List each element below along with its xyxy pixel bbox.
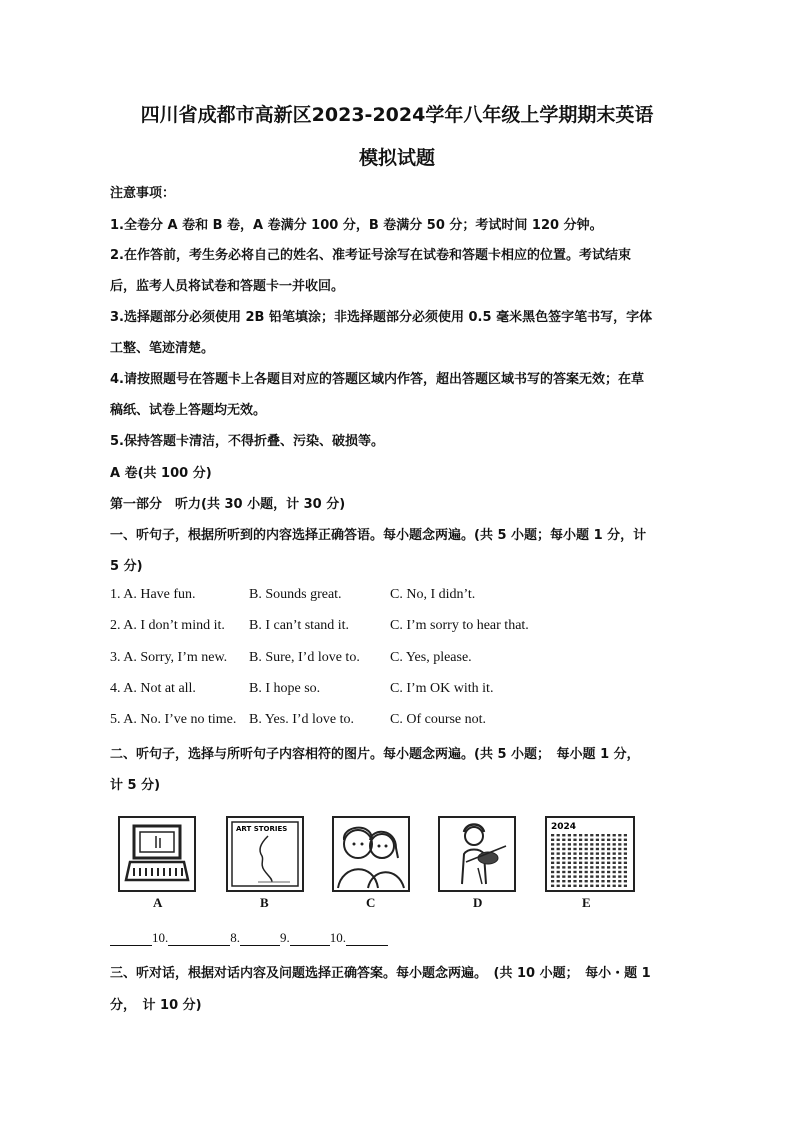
calendar-cell [557, 871, 560, 873]
calendar-cell [601, 843, 604, 845]
calendar-cell [613, 834, 616, 836]
option-c: C. Of course not. [390, 712, 487, 727]
calendar-cell [579, 848, 582, 850]
calendar-cell [601, 866, 604, 868]
calendar-cell [607, 875, 610, 877]
calendar-cell [568, 875, 571, 877]
blank-number: 9. [280, 930, 290, 945]
picture-b-book [226, 816, 304, 892]
calendar-cell [579, 885, 582, 887]
calendar-cell [624, 875, 627, 877]
picture-d-violinist [438, 816, 516, 892]
exam-title-line1: 四川省成都市高新区2023-2024学年八年级上学期期末英语 [140, 104, 654, 126]
calendar-cell [585, 848, 588, 850]
calendar-icon [547, 818, 633, 890]
calendar-cell [551, 834, 554, 836]
calendar-cell [568, 866, 571, 868]
calendar-cell [557, 852, 560, 854]
calendar-cell [613, 880, 616, 882]
option-a: 5. A. No. I’ve no time. [110, 712, 237, 727]
q1-instruction-cont: 5 分) [110, 559, 143, 574]
calendar-cell [557, 848, 560, 850]
calendar-cell [557, 880, 560, 882]
option-b: B. Yes. I’d love to. [249, 712, 355, 727]
note-item: 稿纸、试卷上答题均无效。 [110, 403, 267, 418]
calendar-cell [573, 852, 576, 854]
picture-label: A [153, 895, 163, 910]
calendar-cell [579, 834, 582, 836]
calendar-cell [557, 839, 560, 841]
option-b: B. Sounds great. [249, 587, 342, 602]
calendar-cell [624, 857, 627, 859]
option-a: 1. A. Have fun. [110, 587, 196, 602]
calendar-cell [585, 871, 588, 873]
note-item: 5.保持答题卡清洁，不得折叠、污染、破损等。 [110, 434, 384, 449]
calendar-cell [562, 871, 565, 873]
calendar-cell [585, 857, 588, 859]
calendar-cell [551, 857, 554, 859]
calendar-cell [557, 843, 560, 845]
calendar-cell [551, 862, 554, 864]
calendar-cell [596, 834, 599, 836]
calendar-cell [618, 866, 621, 868]
calendar-cell [624, 862, 627, 864]
calendar-cell [613, 843, 616, 845]
calendar-cell [601, 857, 604, 859]
calendar-cell [607, 834, 610, 836]
picture-c-people [332, 816, 410, 892]
calendar-cell [551, 839, 554, 841]
calendar-cell [551, 843, 554, 845]
calendar-cell [562, 843, 565, 845]
option-b: B. Sure, I’d love to. [249, 650, 360, 665]
blank-number: 10. [329, 930, 346, 945]
calendar-cell [573, 866, 576, 868]
calendar-cell [573, 885, 576, 887]
calendar-cell [624, 848, 627, 850]
calendar-cell [568, 862, 571, 864]
calendar-cell [562, 880, 565, 882]
calendar-cell [557, 862, 560, 864]
calendar-cell [568, 871, 571, 873]
option-a: 4. A. Not at all. [110, 681, 196, 696]
calendar-cell [613, 885, 616, 887]
calendar-cell [585, 880, 588, 882]
picture-label: C [366, 895, 376, 910]
calendar-cell [601, 839, 604, 841]
calendar-cell [613, 875, 616, 877]
q2-instruction: 二、听句子，选择与所听句子内容相符的图片。每小题念两遍。(共 5 小题； 每小题 1 分， [110, 747, 640, 762]
note-item: 工整、笔迹清楚。 [110, 341, 215, 356]
book-icon [228, 818, 302, 890]
exam-title-line2: 模拟试题 [358, 147, 435, 169]
calendar-cell [618, 839, 621, 841]
option-c: C. Yes, please. [390, 650, 472, 665]
calendar-cell [568, 843, 571, 845]
calendar-cell [573, 875, 576, 877]
calendar-cell [618, 871, 621, 873]
calendar-cell [596, 843, 599, 845]
calendar-cell [590, 848, 593, 850]
calendar-cell [590, 866, 593, 868]
answer-blank[interactable] [290, 931, 330, 946]
answer-blank[interactable] [240, 931, 280, 946]
calendar-cell [579, 875, 582, 877]
calendar-cell [596, 875, 599, 877]
calendar-cell [562, 852, 565, 854]
calendar-cell [579, 880, 582, 882]
calendar-cell [585, 875, 588, 877]
calendar-cell [562, 875, 565, 877]
calendar-cell [618, 875, 621, 877]
calendar-cell [551, 866, 554, 868]
calendar-cell [585, 843, 588, 845]
calendar-cell [573, 857, 576, 859]
option-a: 2. A. I don’t mind it. [110, 618, 225, 633]
calendar-cell [590, 871, 593, 873]
calendar-cell [579, 857, 582, 859]
calendar-cell [607, 866, 610, 868]
calendar-cell [613, 862, 616, 864]
picture-e-calendar [545, 816, 635, 892]
calendar-cell [601, 834, 604, 836]
calendar-cell [551, 871, 554, 873]
calendar-cell [585, 885, 588, 887]
calendar-cell [585, 852, 588, 854]
blank-number: 8. [230, 930, 240, 945]
calendar-cell [613, 848, 616, 850]
svg-text:ART STORIES: ART STORIES [236, 825, 288, 833]
calendar-cell [573, 871, 576, 873]
calendar-cell [596, 880, 599, 882]
calendar-cell [579, 852, 582, 854]
calendar-cell [551, 848, 554, 850]
calendar-cell [568, 857, 571, 859]
calendar-cell [551, 885, 554, 887]
option-b: B. I can’t stand it. [249, 618, 350, 633]
calendar-cell [568, 885, 571, 887]
calendar-cell [596, 852, 599, 854]
picture-label: E [582, 895, 591, 910]
calendar-cell [573, 880, 576, 882]
calendar-cell [596, 866, 599, 868]
calendar-cell [613, 839, 616, 841]
calendar-cell [568, 848, 571, 850]
calendar-cell [557, 857, 560, 859]
calendar-cell [607, 885, 610, 887]
answer-blank[interactable] [346, 931, 388, 946]
calendar-cell [601, 862, 604, 864]
calendar-cell [613, 857, 616, 859]
q3-instruction: 三、听对话，根据对话内容及问题选择正确答案。每小题念两遍。 (共 10 小题； 每小・题 1 [110, 966, 651, 981]
calendar-cell [590, 875, 593, 877]
part1-heading: 第一部分 听力(共 30 小题，计 30 分) [110, 497, 346, 512]
blank-number: 10. [152, 930, 169, 945]
option-a: 3. A. Sorry, I’m new. [110, 650, 228, 665]
calendar-cell [590, 839, 593, 841]
calendar-cell [551, 875, 554, 877]
q2-instruction-cont: 计 5 分) [110, 778, 161, 793]
calendar-cell [568, 852, 571, 854]
calendar-cell [601, 885, 604, 887]
svg-text:2024: 2024 [551, 822, 577, 832]
calendar-cell [579, 839, 582, 841]
calendar-cell [624, 880, 627, 882]
calendar-cell [624, 834, 627, 836]
calendar-cell [562, 866, 565, 868]
calendar-cell [607, 862, 610, 864]
option-b: B. I hope so. [249, 681, 321, 696]
calendar-cell [579, 862, 582, 864]
calendar-cell [624, 852, 627, 854]
note-item: 2.在作答前，考生务必将自己的姓名、准考证号涂写在试卷和答题卡相应的位置。考试结束 [110, 248, 631, 263]
calendar-cell [573, 834, 576, 836]
calendar-cell [607, 880, 610, 882]
calendar-cell [573, 848, 576, 850]
calendar-cell [573, 862, 576, 864]
calendar-cell [596, 839, 599, 841]
calendar-cell [557, 866, 560, 868]
calendar-cell [596, 871, 599, 873]
calendar-cell [624, 871, 627, 873]
computer-icon [120, 818, 194, 890]
calendar-cell [557, 875, 560, 877]
calendar-cell [613, 871, 616, 873]
calendar-cell [618, 843, 621, 845]
calendar-cell [590, 857, 593, 859]
picture-label: D [473, 895, 483, 910]
calendar-cell [613, 852, 616, 854]
calendar-cell [573, 843, 576, 845]
calendar-cell [618, 857, 621, 859]
calendar-cell [568, 834, 571, 836]
calendar-cell [607, 857, 610, 859]
calendar-cell [618, 848, 621, 850]
calendar-cell [590, 843, 593, 845]
calendar-cell [562, 848, 565, 850]
calendar-cell [562, 857, 565, 859]
calendar-cell [607, 843, 610, 845]
calendar-cell [551, 880, 554, 882]
calendar-cell [562, 839, 565, 841]
calendar-cell [590, 880, 593, 882]
calendar-cell [568, 839, 571, 841]
q3-instruction-cont: 分， 计 10 分) [110, 998, 202, 1013]
calendar-cell [579, 871, 582, 873]
notes-heading: 注意事项： [110, 186, 176, 201]
calendar-cell [607, 852, 610, 854]
calendar-cell [607, 839, 610, 841]
calendar-cell [596, 848, 599, 850]
calendar-cell [624, 839, 627, 841]
answer-blank[interactable] [168, 931, 230, 946]
picture-a-computer [118, 816, 196, 892]
option-c: C. I’m sorry to hear that. [390, 618, 529, 633]
calendar-cell [607, 848, 610, 850]
calendar-cell [579, 843, 582, 845]
answer-blank[interactable] [110, 931, 152, 946]
people-icon [334, 818, 408, 890]
calendar-cell [585, 862, 588, 864]
calendar-cell [601, 871, 604, 873]
calendar-cell [557, 834, 560, 836]
calendar-cell [601, 848, 604, 850]
calendar-cell [590, 862, 593, 864]
calendar-cell [573, 839, 576, 841]
calendar-cell [579, 866, 582, 868]
calendar-cell [590, 852, 593, 854]
calendar-cell [618, 885, 621, 887]
calendar-cell [596, 857, 599, 859]
calendar-cell [585, 839, 588, 841]
calendar-cell [585, 834, 588, 836]
calendar-cell [618, 852, 621, 854]
section-a-heading: A 卷(共 100 分) [110, 466, 212, 481]
calendar-cell [596, 885, 599, 887]
option-c: C. No, I didn’t. [390, 587, 476, 602]
note-item: 1.全卷分 A 卷和 B 卷，A 卷满分 100 分，B 卷满分 50 分；考试时间 120 分钟。 [110, 218, 603, 233]
calendar-cell [613, 866, 616, 868]
calendar-cell [590, 834, 593, 836]
calendar-cell [596, 862, 599, 864]
calendar-cell [585, 866, 588, 868]
calendar-cell [551, 852, 554, 854]
q1-instruction: 一、听句子，根据所听到的内容选择正确答语。每小题念两遍。(共 5 小题；每小题 1 分，计 [110, 528, 647, 543]
answer-blanks [110, 930, 388, 946]
calendar-cell [557, 885, 560, 887]
calendar-cell [601, 880, 604, 882]
calendar-cell [618, 834, 621, 836]
violin-icon [440, 818, 514, 890]
calendar-cell [601, 875, 604, 877]
calendar-cell [562, 885, 565, 887]
calendar-cell [568, 880, 571, 882]
calendar-cell [618, 880, 621, 882]
calendar-cell [562, 834, 565, 836]
picture-label: B [260, 895, 269, 910]
calendar-cell [590, 885, 593, 887]
calendar-cell [624, 843, 627, 845]
calendar-cell [562, 862, 565, 864]
calendar-cell [607, 871, 610, 873]
option-c: C. I’m OK with it. [390, 681, 494, 696]
note-item: 4.请按照题号在答题卡上各题目对应的答题区域内作答，超出答题区域书写的答案无效；在草 [110, 372, 644, 387]
calendar-cell [601, 852, 604, 854]
calendar-cell [618, 862, 621, 864]
note-item: 后，监考人员将试卷和答题卡一并收回。 [110, 279, 345, 294]
calendar-cell [624, 866, 627, 868]
calendar-cell [624, 885, 627, 887]
note-item: 3.选择题部分必须使用 2B 铅笔填涂；非选择题部分必须使用 0.5 毫米黑色签字笔书写，字体 [110, 310, 653, 325]
